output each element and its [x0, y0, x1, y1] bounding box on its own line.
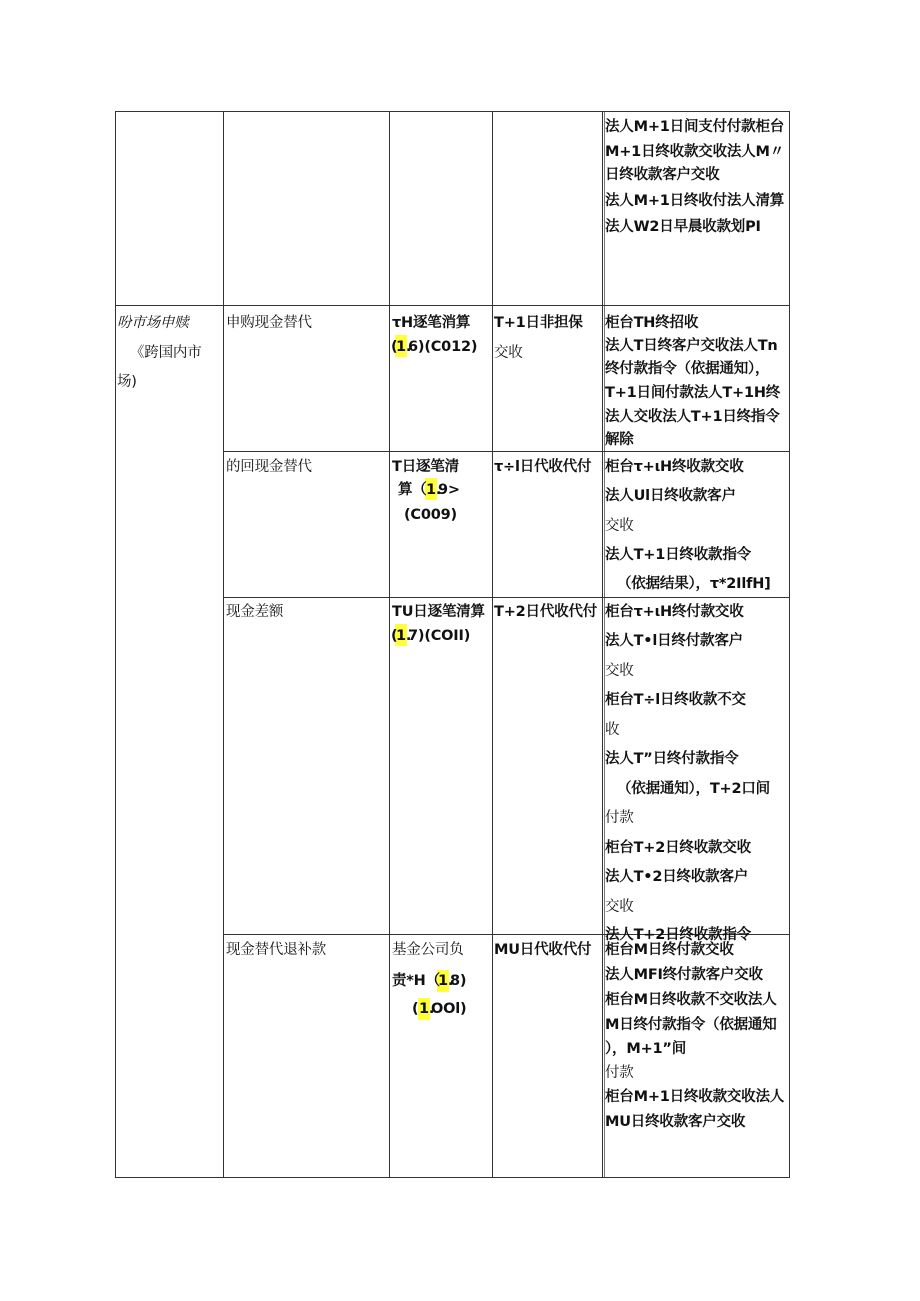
r4-c1: 现金替代退补款 — [226, 942, 327, 958]
r3-c4-line9: 法人T•2日终收款客户 — [605, 869, 749, 885]
grid-vline-4 — [602, 111, 603, 1178]
r1-c2-line0: τH逐笔消算 — [392, 315, 471, 331]
r4-c4-line0: 柜台M日终付款交收 — [605, 942, 734, 958]
r3-c4-line2: 交收 — [605, 663, 634, 679]
r2-c2-rest: 9> — [438, 482, 460, 498]
r1-c4-line1: 法人T日终客户交收法人Tn — [605, 338, 778, 354]
r1-c2-num: 1. — [396, 339, 412, 355]
r4-c2-num: 1. — [438, 973, 454, 989]
r0-c4-line4: 法人W2日早晨收款划PI — [605, 219, 761, 235]
r4-c2-rest2: OOl) — [431, 1001, 467, 1017]
r4-c4-line3: M日终付款指令（依据通知 — [605, 1017, 777, 1033]
r1-c4-line4: 法人交收法人T+1日终指令 — [605, 409, 780, 425]
r1-c2-open: ( — [391, 339, 398, 355]
r3-c4-line1: 法人T•l日终付款客户 — [605, 633, 743, 649]
grid-hline-row1 — [115, 305, 790, 306]
r2-c2-pre: 算（ — [398, 482, 427, 498]
grid-hline-top — [115, 111, 790, 112]
r0-c4-line3: 法人M+1日终收付法人清算 — [605, 193, 785, 209]
r3-c4-line6: （依据通知），T+2口间 — [617, 781, 770, 797]
grid-vline-0 — [115, 111, 116, 1178]
r1-c2-rest: 6)(C012) — [408, 339, 478, 355]
r1-c4-line5: 解除 — [605, 432, 634, 448]
grid-vline-3 — [492, 111, 493, 1178]
r4-c2-open2: ( — [412, 1001, 419, 1017]
r1-c1: 申购现金替代 — [226, 315, 312, 331]
r1-c4-line3: T+1日间付款法人T+1H终 — [605, 385, 781, 401]
grid-hline-row2 — [223, 451, 790, 452]
r4-c2-rest: 8) — [450, 973, 467, 989]
r2-c1: 的回现金替代 — [226, 459, 312, 475]
r3-c2-line0: TU日逐笔清算 — [392, 604, 485, 620]
r2-c4-line2: 交收 — [605, 518, 634, 534]
r2-c4-line4: （依据结果），τ*2IlfH] — [617, 576, 771, 592]
r3-c4-line8: 柜台T+2日终收款交收 — [605, 840, 751, 856]
r1-c0-line1: 《跨国内市 — [130, 345, 202, 361]
r4-c2-pre: 责*H（ — [392, 973, 440, 989]
r3-c3: T+2日代收代付 — [494, 604, 598, 620]
r4-c2-num2: 1. — [419, 1001, 435, 1017]
r2-c2-line2: (C009) — [404, 507, 457, 523]
r4-c4-line5: 付款 — [605, 1065, 634, 1081]
r3-c2-rest: 7)(COII) — [408, 628, 471, 644]
r0-c4-line0: 法人M+1日间支付付款柜台 — [605, 119, 785, 135]
r3-c4-line4: 收 — [605, 722, 620, 738]
r3-c1: 现金差额 — [226, 604, 284, 620]
r3-c4-line11: 法人T+2日终收款指令 — [605, 927, 751, 943]
r1-c4-line0: 柜台TH终招收 — [605, 315, 699, 331]
r2-c2-num: 1. — [426, 482, 442, 498]
grid-vline-5 — [789, 111, 790, 1178]
r3-c4-line3: 柜台T÷l日终收款不交 — [605, 692, 746, 708]
r1-c0-line2: 场) — [117, 374, 137, 390]
r1-c0-line0: 吩市场申赎 — [117, 315, 189, 331]
r4-c4-line6: 柜台M+1日终收款交收法人 — [605, 1089, 785, 1105]
r3-c4-line0: 柜台τ+ιH终付款交收 — [605, 604, 744, 620]
r3-c2-num: 1. — [396, 628, 412, 644]
r1-c4-line2: 终付款指令（依据通知）， — [605, 361, 770, 377]
r1-c3-line1: 交收 — [494, 345, 523, 361]
grid-vline-1 — [223, 111, 224, 1178]
grid-hline-row3 — [223, 597, 790, 598]
r4-c4-line1: 法人MFI终付款客户交收 — [605, 967, 763, 983]
r2-c4-line1: 法人Ul日终收款客户 — [605, 488, 736, 504]
r4-c3: MU日代收代付 — [494, 942, 592, 958]
r3-c4-clip — [605, 921, 788, 943]
r2-c3: τ÷l日代收代付 — [494, 459, 592, 475]
grid-hline-bottom — [115, 1177, 790, 1178]
r0-c4-line1: M+1日终收款交收法人M〃 — [605, 144, 784, 160]
r4-c4-line7: MU日终收款客户交收 — [605, 1114, 746, 1130]
r2-c4-line0: 柜台τ+ιH终收款交收 — [605, 459, 744, 475]
r3-c2-open: ( — [391, 628, 398, 644]
r3-c4-line5: 法人T”日终付款指令 — [605, 751, 739, 767]
r2-c2-line0: T日逐笔清 — [392, 459, 459, 475]
r3-c4-line10: 交收 — [605, 899, 634, 915]
r3-c4-line7: 付款 — [605, 810, 634, 826]
grid-vline-2 — [389, 111, 390, 1178]
r4-c4-line2: 柜台M日终收款不交收法人 — [605, 992, 777, 1008]
r0-c4-line2: 日终收款客户交收 — [605, 167, 720, 183]
r4-c4-line4: ），M+1”间 — [605, 1041, 687, 1057]
r1-c3-line0: T+1日非担保 — [494, 315, 583, 331]
r4-c2-line0: 基金公司负 — [392, 942, 464, 958]
r2-c4-line3: 法人T+1日终收款指令 — [605, 547, 751, 563]
